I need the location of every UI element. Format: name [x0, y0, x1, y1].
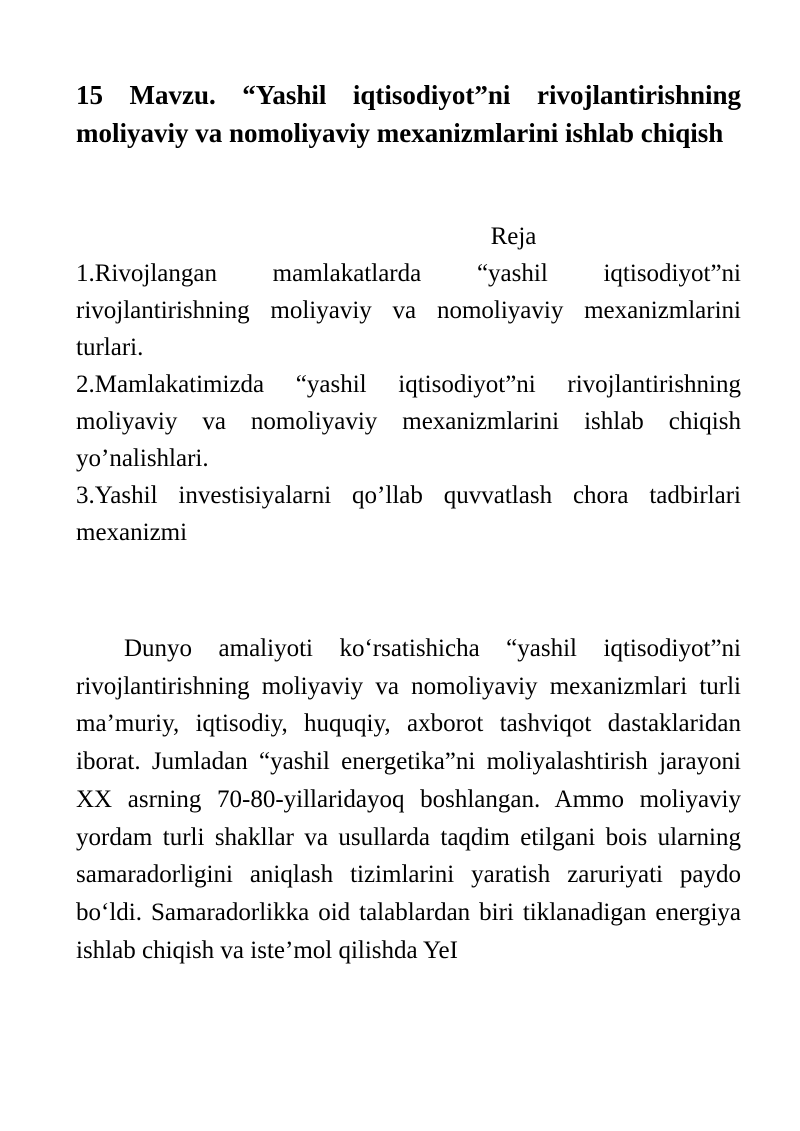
plan-list — [76, 255, 741, 551]
document-title: 15 Mavzu. “Yashil iqtisodiyot”ni rivojlantirishning moliyaviy va nomoliyaviy mexanizmlarini ishlab chiqish — [76, 80, 741, 148]
plan-heading: Reja — [490, 223, 537, 250]
body-paragraph: Dunyo amaliyoti ko‘rsatishicha “yashil iqtisodiyot”ni rivojlantirishning moliyaviy va nomoliyaviy mexanizmlari turli ma’muriy, iqtisodiy, huquqiy, axborot tashviqot dastaklaridan iborat. Jumladan “yashil energetika”ni moliyalashtirish jarayoni XX asrning 70-80-yillaridayoq boshlangan. Ammo moliyaviy yordam turli shakllar va usullarda taqdim etilgani bois ularning samaradorligini aniqlash tizimlarini yaratish zaruriyati paydo bo‘ldi. Samaradorlikka oid talablardan biri tiklanadigan energiya ishlab chiqish va iste’mol qilishda YeI — [76, 635, 741, 964]
plan-item: 1.Rivojlangan mamlakatlarda “yashil iqtisodiyot”ni rivojlantirishning moliyaviy va nomoliyaviy mexanizmlarini turlari. — [76, 260, 741, 361]
plan-item: 2.Mamlakatimizda “yashil iqtisodiyot”ni rivojlantirishning moliyaviy va nomoliyaviy mexanizmlarini ishlab chiqish yo’nalishlari. — [76, 371, 741, 472]
plan-item: 3.Yashil investisiyalarni qo’llab quvvatlash chora tadbirlari mexanizmi — [76, 482, 741, 546]
